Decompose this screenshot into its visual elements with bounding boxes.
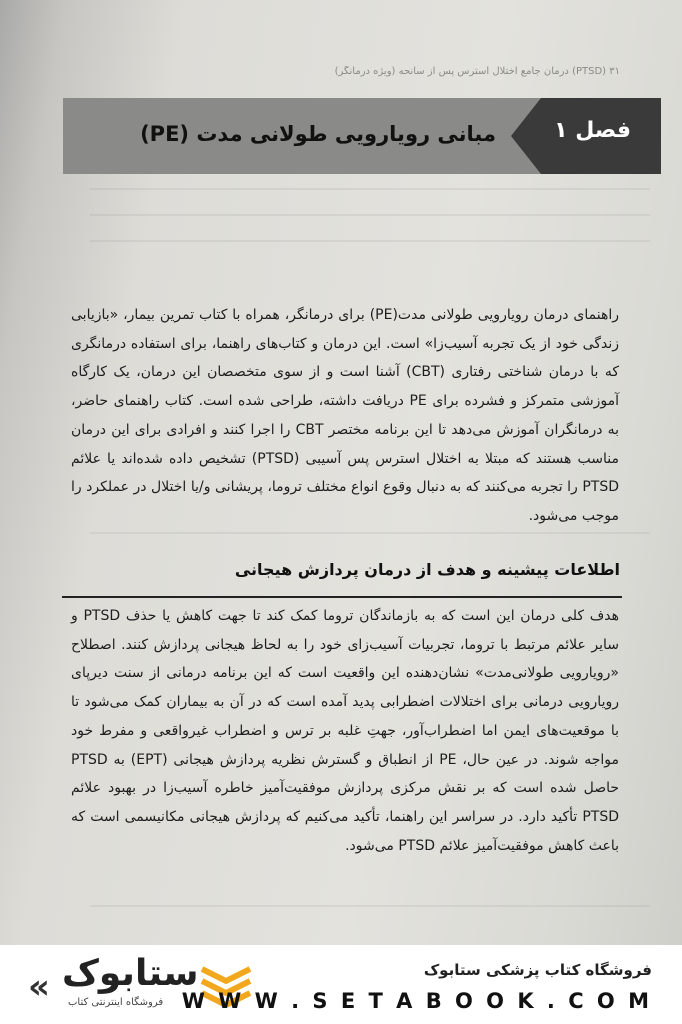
- double-chevron-icon: «: [28, 967, 50, 1007]
- chapter-label: فصل ۱: [554, 118, 631, 143]
- store-name: فروشگاه کتاب پزشکی ستابوک: [423, 961, 652, 979]
- logo-wordmark: ستابوک: [62, 953, 199, 994]
- body-paragraph: هدف کلی درمان این است که به بازماندگان تروما کمک کند تا جهت کاهش یا حذف PTSD و سایر علائم مرتبط با تروما، تجربیات آسیب‌زای خود را به لحاظ هیجانی پردازش کنند. اصطلاح «رویارویی طولانی‌مدت» نشان‌دهنده این واقعیت است که این برنامه درمانی از سنت دیرپای رویارویی درمانی برای اختلالات اضطرابی پدید آمده است که در آن به بیماران کمک می‌شود تا با موقعیت‌های ایمن اما اضطراب‌آور، جهتِ غلبه بر ترس و اضطراب غیرواقعی و مفرط خود مواجه شوند. در عین حال، PE از انطباق و گسترش نظریه پردازش هیجانی (EPT) به PTSD حاصل شده است که بر نقش مرکزی پردازش موفقیت‌آمیز خاطره آسیب‌زا در بهبود علائم PTSD تأکید دارد. در سراسر این راهنما، تأکید می‌کنیم که پردازش هیجانی مکانیسمی است که باعث کاهش موفقیت‌آمیز علائم PTSD می‌شود.: [71, 608, 620, 854]
- store-url[interactable]: W W W . S E T A B O O K . C O M: [181, 989, 652, 1013]
- section-rule: [62, 596, 622, 598]
- logo-tagline: فروشگاه اینترنتی کتاب: [68, 997, 164, 1008]
- chapter-title: مبانی رویارویی طولانی مدت (PE): [140, 122, 496, 146]
- intro-paragraph: راهنمای درمان رویارویی طولانی مدت(PE) برای درمانگر، همراه با کتاب تمرین بیمار، «بازیابی زندگی خود از یک تجربه آسیب‌زا» است. این درمان و کتاب‌های راهنما، برای استفاده درمانگری که با درمان شناختی رفتاری (CBT) آشنا است و از سوی متخصصان این درمان، یک کارگاه آموزشی متمرکز و فشرده برای PE دریافت داشته، طراحی شده است. کتاب راهنمای حاضر، به درمانگران آموزش می‌دهد تا این برنامه مختصر CBT را اجرا کنند و افرادی برای این درمان مناسب هستند که مبتلا به اختلال استرس پس آسیبی (PTSD) تشخیص داده شده‌اند یا علائم PTSD را تجربه می‌کنند که به دنبال وقوع انواع مختلف تروما، پریشانی و/یا اختلال در عملکرد را موجب می‌شود.: [71, 307, 620, 524]
- store-footer: [0, 945, 682, 1024]
- bleed-through-line: [90, 240, 650, 242]
- bleed-through-line: [90, 214, 650, 216]
- running-head: ۳۱ (PTSD) درمان جامع اختلال استرس پس از سانحه (ویژه درمانگر): [334, 66, 620, 77]
- bleed-through-line: [90, 532, 650, 534]
- bleed-through-line: [90, 188, 650, 190]
- section-heading: اطلاعات پیشینه و هدف از درمان پردازش هیجانی: [234, 560, 620, 579]
- bleed-through-line: [90, 905, 650, 907]
- chapter-banner: [63, 98, 661, 174]
